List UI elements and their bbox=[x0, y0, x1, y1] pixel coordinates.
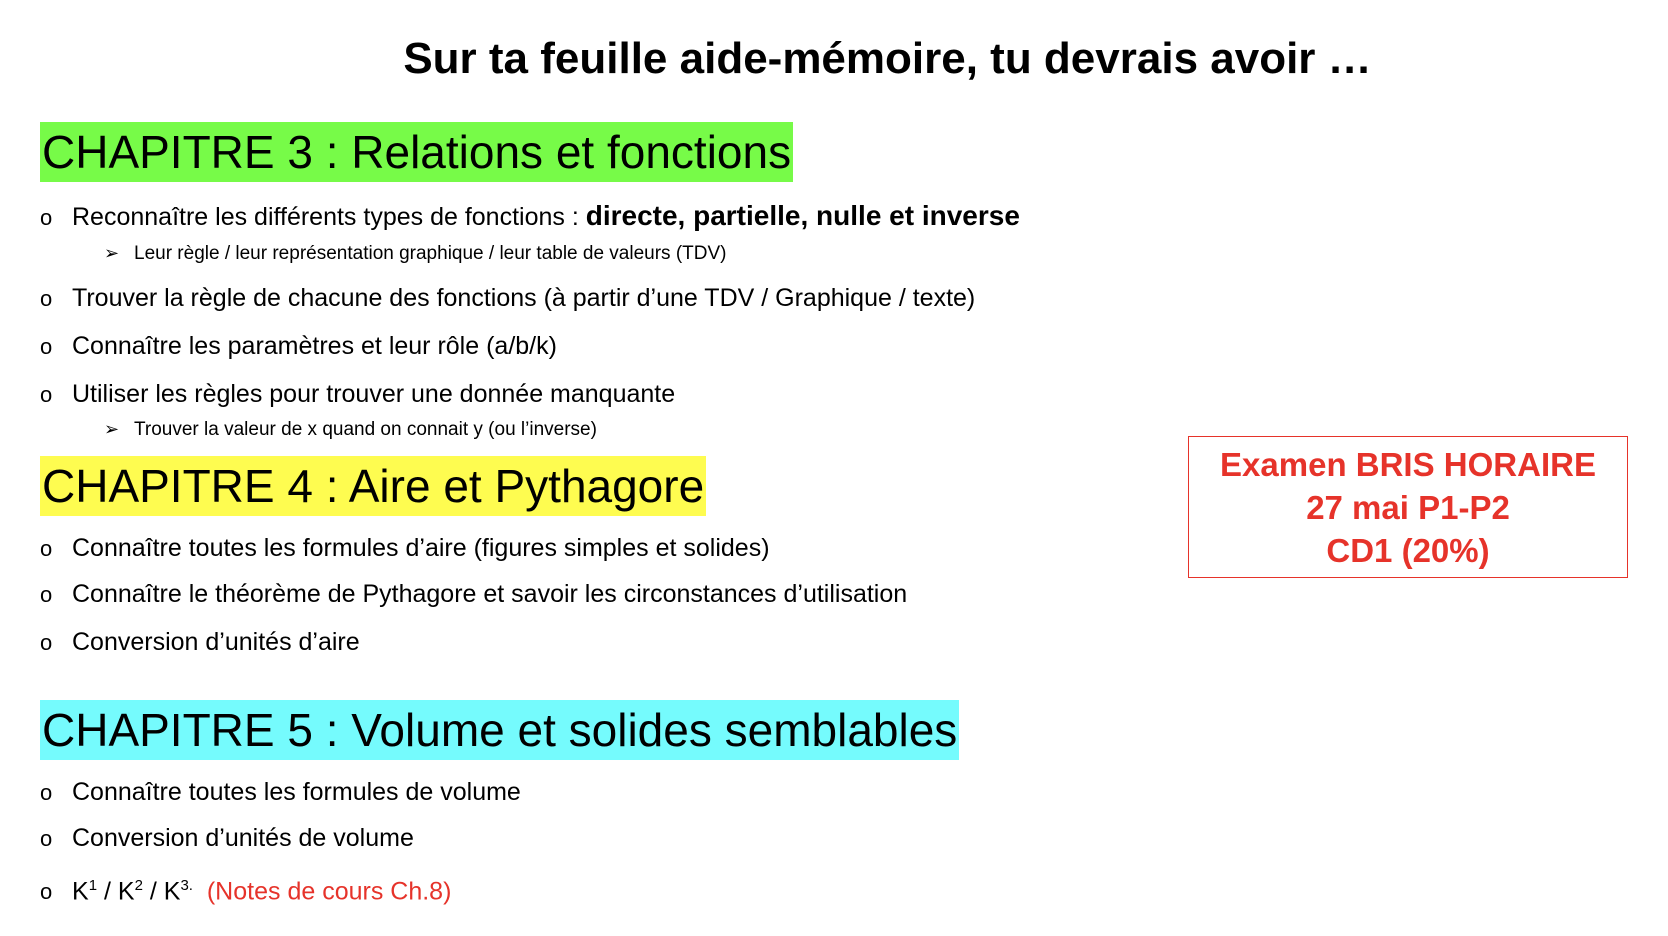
bullet-icon: o bbox=[40, 286, 53, 311]
chapter-3-item-1-sub bbox=[104, 240, 727, 267]
chapter-3-item-1 bbox=[40, 200, 1020, 234]
sub-item-text: Leur règle / leur représentation graphique / leur table de valeurs (TDV) bbox=[134, 243, 727, 264]
chapter-3-heading: CHAPITRE 3 : Relations et fonctions bbox=[40, 122, 793, 182]
course-notes-reference: (Notes de cours Ch.8) bbox=[206, 877, 452, 906]
chapter-3-item-2 bbox=[40, 282, 975, 315]
exponent-3: 3. bbox=[180, 877, 193, 894]
item-text: Conversion d’unités d’aire bbox=[72, 628, 360, 656]
item-text: Reconnaître les différents types de fonctions : bbox=[72, 203, 586, 231]
chapter-3-item-4 bbox=[40, 378, 675, 411]
exam-title: Examen BRIS HORAIRE bbox=[1220, 445, 1596, 483]
chapter-4-item-3 bbox=[40, 626, 360, 659]
k-letter-3: K bbox=[163, 877, 181, 906]
bullet-icon: o bbox=[40, 582, 53, 607]
bullet-icon: o bbox=[40, 826, 53, 851]
exponent-2: 2 bbox=[134, 877, 143, 894]
separator-1: / bbox=[97, 877, 118, 906]
bullet-icon: o bbox=[40, 630, 53, 655]
chapter-4-heading: CHAPITRE 4 : Aire et Pythagore bbox=[40, 456, 706, 516]
k-letter-2: K bbox=[117, 877, 135, 906]
bullet-icon: o bbox=[40, 382, 53, 407]
bullet-icon: o bbox=[40, 205, 53, 230]
item-text: Connaître toutes les formules de volume bbox=[72, 778, 521, 806]
chapter-5-item-3 bbox=[40, 870, 451, 908]
separator-2: / bbox=[142, 877, 164, 906]
chapter-5-item-2 bbox=[40, 822, 414, 855]
item-text: Connaître toutes les formules d’aire (figures simples et solides) bbox=[72, 534, 770, 562]
item-text: Connaître le théorème de Pythagore et savoir les circonstances d’utilisation bbox=[72, 580, 908, 608]
arrow-bullet-icon: ➢ bbox=[104, 243, 120, 263]
chapter-3-item-3 bbox=[40, 330, 557, 363]
chapter-5-item-1 bbox=[40, 776, 521, 809]
bullet-icon: o bbox=[40, 780, 53, 805]
item-text: Connaître les paramètres et leur rôle (a/b/k) bbox=[72, 332, 557, 360]
arrow-bullet-icon: ➢ bbox=[104, 419, 120, 439]
exponent-1: 1 bbox=[88, 877, 98, 894]
chapter-3-item-4-sub bbox=[104, 416, 597, 443]
k-letter-1: K bbox=[72, 877, 89, 906]
bullet-icon: o bbox=[40, 536, 53, 561]
bullet-icon: o bbox=[40, 879, 53, 905]
exam-date: 27 mai P1-P2 bbox=[1306, 488, 1510, 526]
exam-weight: CD1 (20%) bbox=[1326, 531, 1490, 569]
exam-info-box bbox=[1188, 436, 1628, 578]
sub-item-text: Trouver la valeur de x quand on connait y (ou l’inverse) bbox=[134, 419, 597, 440]
chapter-4-item-2 bbox=[40, 578, 907, 611]
item-text: Trouver la règle de chacune des fonctions (à partir d’une TDV / Graphique / texte) bbox=[72, 284, 976, 312]
function-types: directe, partielle, nulle et inverse bbox=[585, 200, 1020, 231]
page-title: Sur ta feuille aide-mémoire, tu devrais avoir … bbox=[403, 34, 1372, 83]
item-text: Utiliser les règles pour trouver une donnée manquante bbox=[72, 380, 676, 408]
chapter-4-item-1 bbox=[40, 532, 770, 565]
chapter-5-heading: CHAPITRE 5 : Volume et solides semblables bbox=[40, 700, 959, 760]
bullet-icon: o bbox=[40, 334, 53, 359]
item-text: Conversion d’unités de volume bbox=[72, 824, 414, 852]
